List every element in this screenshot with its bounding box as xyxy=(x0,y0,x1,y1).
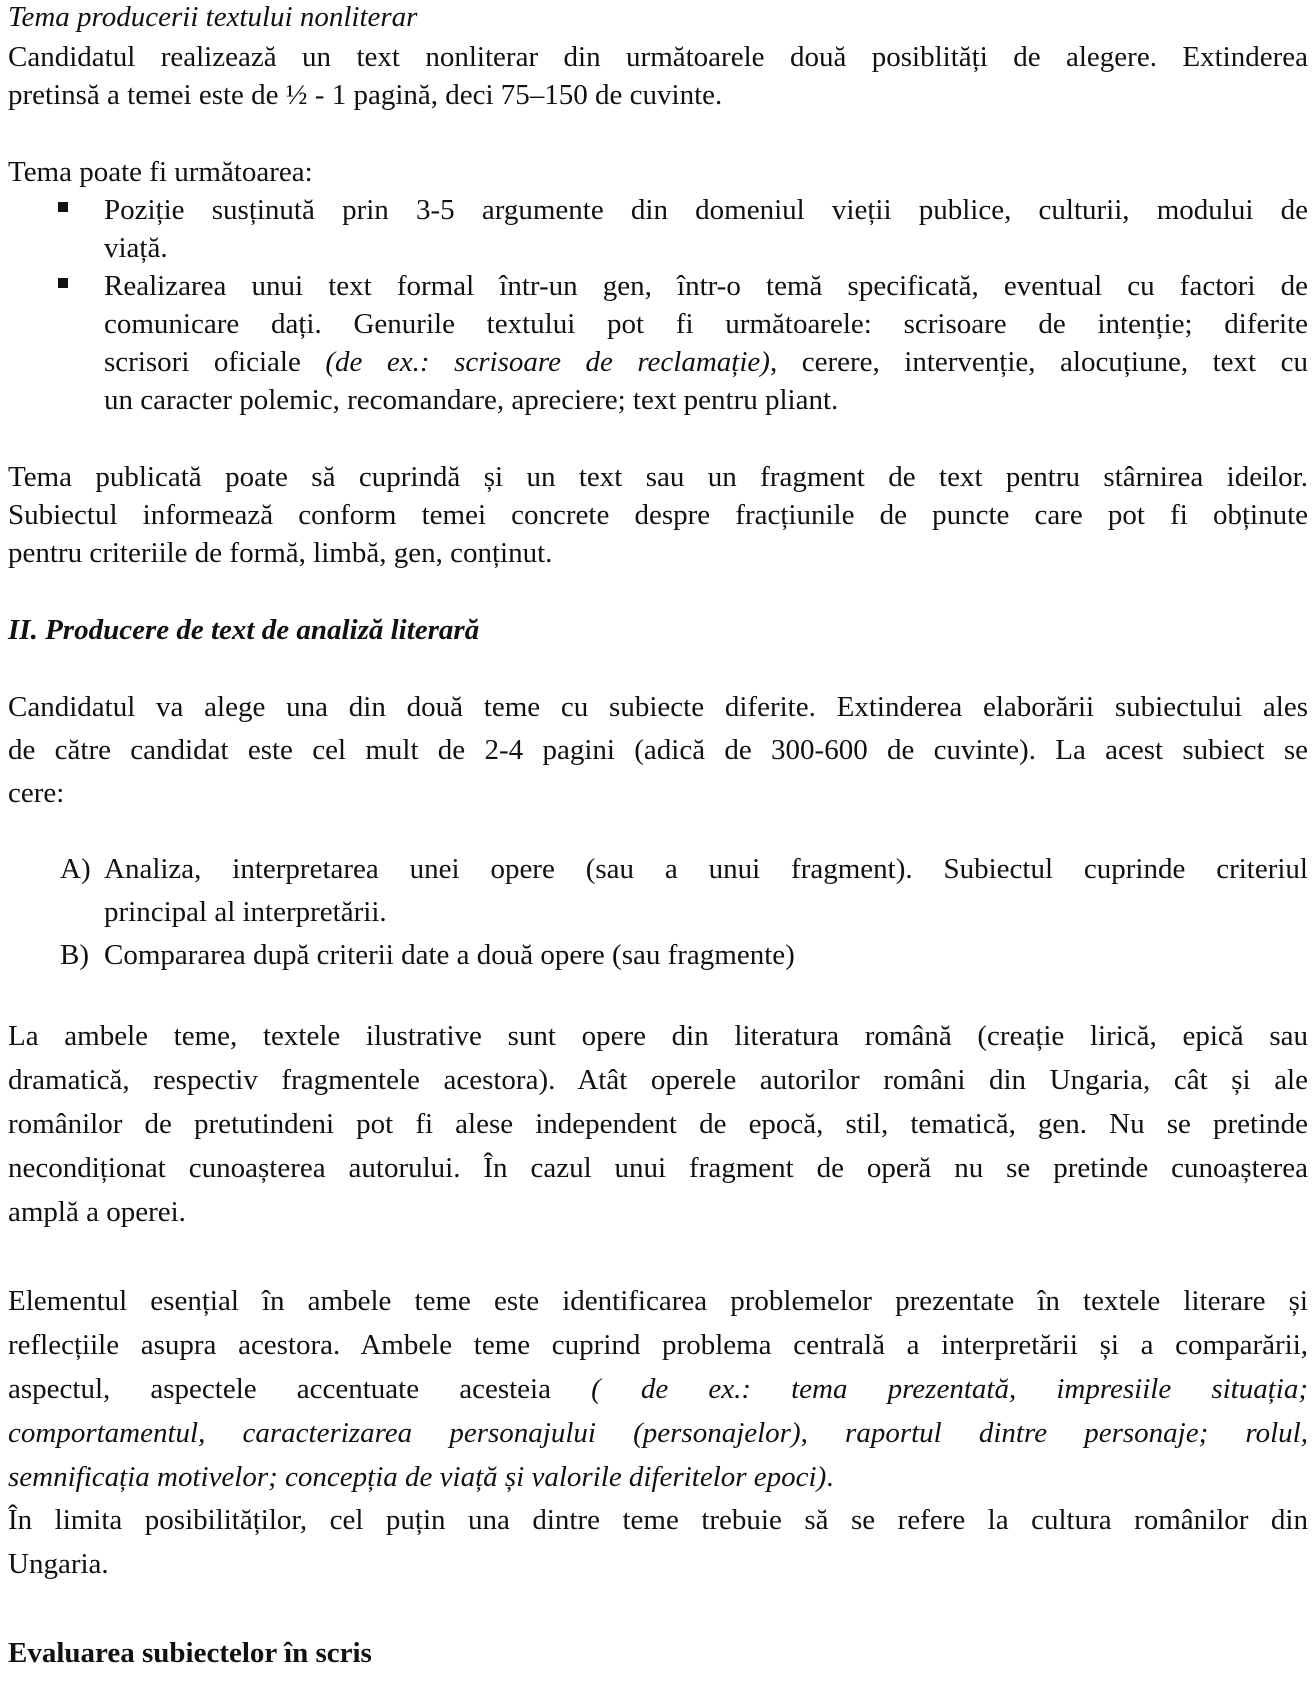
both-line-1: La ambele teme, textele ilustrative sunt opere din literatura română (creație lirică, epică sau xyxy=(8,1020,1308,1052)
section-title-literary-analysis: II. Producere de text de analiză literară xyxy=(8,614,480,646)
choice-line-3: cere: xyxy=(8,777,65,809)
bullet-2-line-4: un caracter polemic, recomandare, apreciere; text pentru pliant. xyxy=(104,384,839,416)
topic-intro: Tema poate fi următoarea: xyxy=(8,156,313,188)
both-line-3: românilor de pretutindeni pot fi alese independent de epocă, stil, tematică, gen. Nu se pretinde xyxy=(8,1108,1308,1140)
essential-line-4: comportamentul, caracterizarea personajului (personajelor), raportul dintre personaje; rolul, xyxy=(8,1417,1308,1449)
bullet-1-line-2: viață. xyxy=(104,232,168,264)
option-a-line-2: principal al interpretării. xyxy=(104,896,387,928)
essential-line-6: În limita posibilităților, cel puțin una dintre teme trebuie să se refere la cultura românilor din xyxy=(8,1504,1308,1536)
section-title-nonliterary: Tema producerii textului nonliterar xyxy=(8,1,418,33)
intro-line-2: pretinsă a temei este de ½ - 1 pagină, deci 75–150 de cuvinte. xyxy=(8,79,723,111)
option-a-marker: A) xyxy=(60,853,91,885)
both-line-5: amplă a operei. xyxy=(8,1196,186,1228)
evaluation-title: Evaluarea subiectelor în scris xyxy=(8,1637,372,1669)
published-line-3: pentru criteriile de formă, limbă, gen, conținut. xyxy=(8,537,553,569)
bullet-2-line-3: scrisori oficiale (de ex.: scrisoare de reclamație), cerere, intervenție, alocuțiune, text cu xyxy=(104,346,1308,378)
option-a-line-1: Analiza, interpretarea unei opere (sau a unui fragment). Subiectul cuprinde criteriul xyxy=(104,853,1308,885)
option-b-line-1: Compararea după criterii date a două opere (sau fragmente) xyxy=(104,939,795,971)
essential-line-2: reflecțiile asupra acestora. Ambele teme cuprind problema centrală a interpretării și a comparării, xyxy=(8,1329,1308,1361)
both-line-4: necondiționat cunoașterea autorului. În cazul unui fragment de operă nu se pretinde cunoașterea xyxy=(8,1152,1308,1184)
intro-line-1: Candidatul realizează un text nonliterar din următoarele două posiblități de alegere. Extinderea xyxy=(8,41,1308,73)
essential-line-1: Elementul esențial în ambele teme este identificarea problemelor prezentate în textele literare și xyxy=(8,1285,1308,1317)
choice-line-2: de către candidat este cel mult de 2-4 pagini (adică de 300-600 de cuvinte). La acest subiect se xyxy=(8,734,1308,766)
bullet-icon xyxy=(58,202,68,212)
bullet-2-line-2: comunicare dați. Genurile textului pot fi următoarele: scrisoare de intenție; diferite xyxy=(104,308,1308,340)
essential-line-5: semnificația motivelor; concepția de viață și valorile diferitelor epoci). xyxy=(8,1461,834,1493)
essential-line-7: Ungaria. xyxy=(8,1548,109,1580)
both-line-2: dramatică, respectiv fragmentele acestora). Atât operele autorilor români din Ungaria, cât și ale xyxy=(8,1064,1308,1096)
bullet-2-line-1: Realizarea unui text formal într-un gen, într-o temă specificată, eventual cu factori de xyxy=(104,270,1308,302)
published-line-2: Subiectul informează conform temei concrete despre fracțiunile de puncte care pot fi obținute xyxy=(8,499,1308,531)
bullet-icon xyxy=(58,278,68,288)
essential-line-3: aspectul, aspectele accentuate acesteia ( de ex.: tema prezentată, impresiile situația; xyxy=(8,1373,1309,1405)
choice-line-1: Candidatul va alege una din două teme cu subiecte diferite. Extinderea elaborării subiectului ales xyxy=(8,691,1308,723)
published-line-1: Tema publicată poate să cuprindă și un text sau un fragment de text pentru stârnirea ideilor. xyxy=(8,461,1308,493)
option-b-marker: B) xyxy=(60,939,89,971)
bullet-1-line-1: Poziție susținută prin 3-5 argumente din domeniul vieții publice, culturii, modului de xyxy=(104,194,1308,226)
